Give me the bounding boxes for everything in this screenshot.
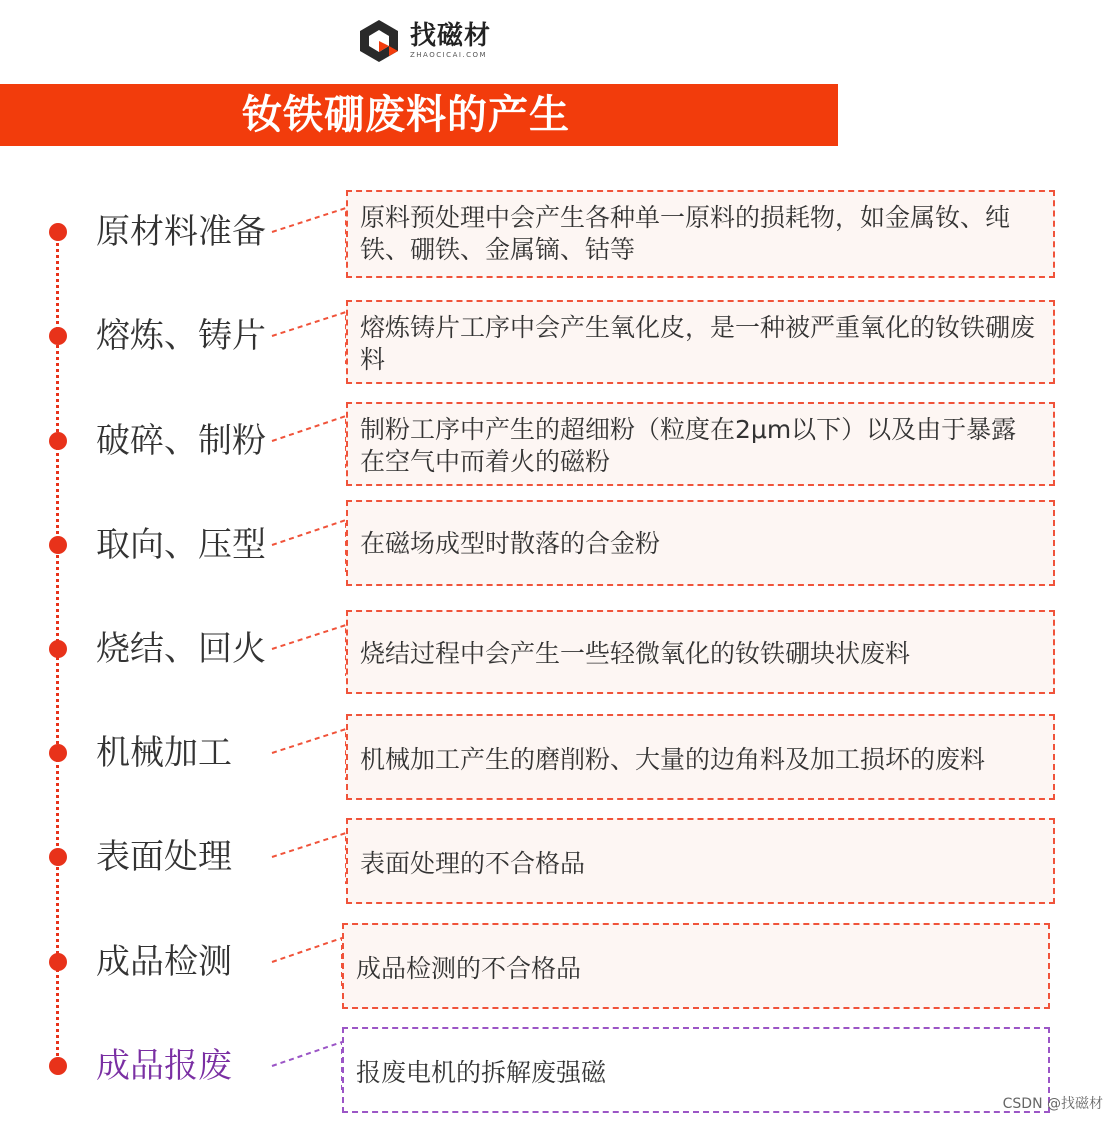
logo-name: 找磁材 xyxy=(410,21,492,51)
desc-box-inspection xyxy=(342,923,1050,1009)
desc-box-surface xyxy=(346,818,1055,904)
desc-box-scrapped xyxy=(342,1027,1050,1113)
step-label-machining: 机械加工 xyxy=(96,733,232,773)
timeline-dot xyxy=(49,953,67,971)
desc-text: 表面处理的不合格品 xyxy=(360,849,586,878)
timeline-dot xyxy=(49,744,67,762)
step-label-inspection: 成品检测 xyxy=(96,942,232,982)
timeline-dot xyxy=(49,223,67,241)
timeline-dot xyxy=(49,536,67,554)
desc-box-raw-material xyxy=(346,190,1055,278)
desc-text: 报废电机的拆解废强磁 xyxy=(356,1058,607,1087)
step-label-crushing: 破碎、制粉 xyxy=(96,421,266,461)
brand-logo xyxy=(356,16,491,66)
desc-box-smelting xyxy=(346,300,1055,384)
timeline-dot xyxy=(49,640,67,658)
timeline-dot xyxy=(49,1057,67,1075)
desc-box-pressing xyxy=(346,500,1055,586)
desc-text: 制粉工序中产生的超细粉（粒度在2μm以下）以及由于暴露在空气中而着火的磁粉 xyxy=(360,415,1017,476)
step-label-smelting: 熔炼、铸片 xyxy=(96,316,266,356)
desc-box-machining xyxy=(346,714,1055,800)
logo-cube-icon xyxy=(356,18,402,64)
step-label-pressing: 取向、压型 xyxy=(96,525,266,565)
desc-text: 烧结过程中会产生一些轻微氧化的钕铁硼块状废料 xyxy=(360,639,911,668)
timeline-dot xyxy=(49,327,67,345)
desc-text: 原料预处理中会产生各种单一原料的损耗物，如金属钕、纯铁、硼铁、金属镝、钴等 xyxy=(360,203,1011,264)
step-label-raw-material: 原材料准备 xyxy=(96,212,266,252)
step-label-scrapped: 成品报废 xyxy=(96,1046,232,1086)
desc-text: 机械加工产生的磨削粉、大量的边角料及加工损坏的废料 xyxy=(360,745,986,774)
page-title: 钕铁硼废料的产生 xyxy=(242,92,570,138)
timeline-dot xyxy=(49,848,67,866)
step-label-surface: 表面处理 xyxy=(96,837,232,877)
desc-box-crushing xyxy=(346,402,1055,486)
desc-text: 在磁场成型时散落的合金粉 xyxy=(360,529,661,558)
timeline-dot xyxy=(49,432,67,450)
desc-text: 成品检测的不合格品 xyxy=(356,954,582,983)
title-banner xyxy=(0,84,838,146)
watermark: CSDN @找磁材 xyxy=(1002,1096,1103,1112)
logo-subtitle: ZHAOCICAI.COM xyxy=(410,51,488,59)
desc-text: 熔炼铸片工序中会产生氧化皮，是一种被严重氧化的钕铁硼废料 xyxy=(360,313,1036,374)
desc-box-sintering xyxy=(346,610,1055,694)
step-label-sintering: 烧结、回火 xyxy=(96,629,266,669)
